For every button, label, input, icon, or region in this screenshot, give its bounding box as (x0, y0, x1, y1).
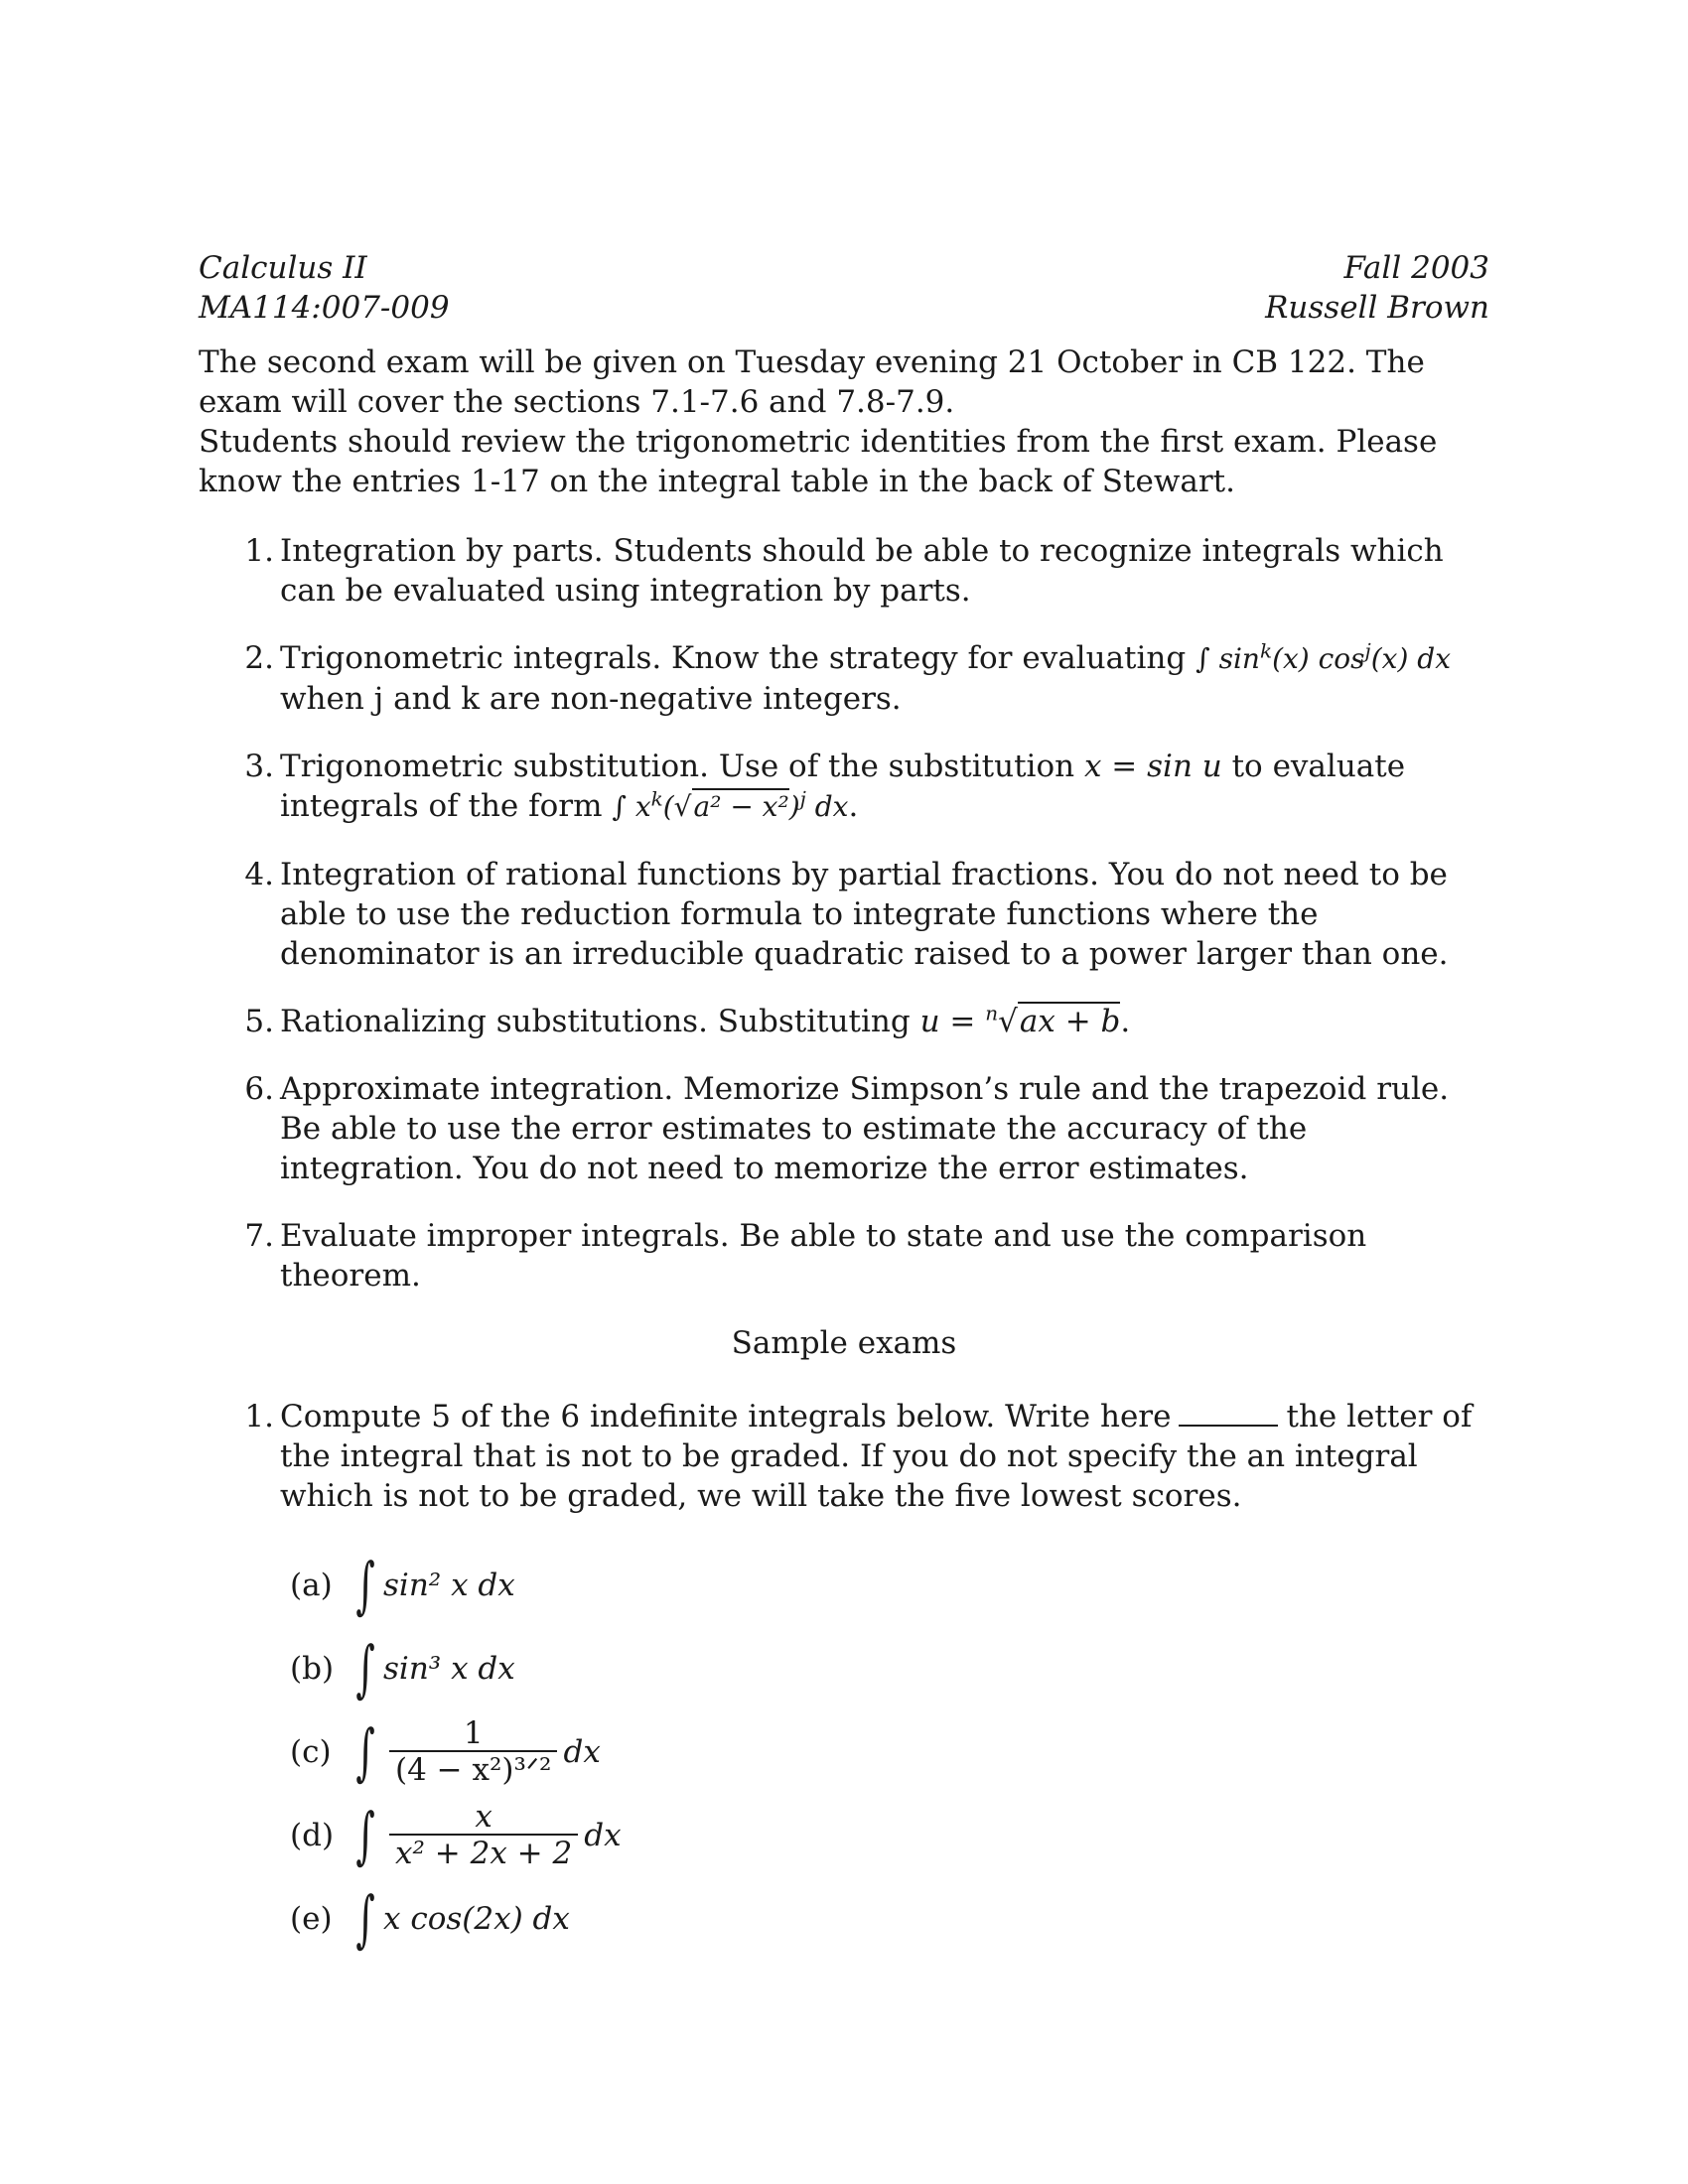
item-number: 6. (244, 1071, 274, 1107)
exam-question (199, 1397, 1489, 1516)
item-text: when j and k are non-negative integers. (280, 681, 902, 717)
list-item (199, 531, 1489, 611)
item-number: 2. (244, 640, 274, 676)
part-label: (a) (290, 1568, 333, 1603)
header (199, 248, 1489, 328)
math-expression: u = $^n$√ax + b (919, 1001, 1121, 1039)
denominator: (4 − x²)³ᐟ² (389, 1750, 557, 1788)
item-text: Rationalizing substitutions. Substituting (280, 1004, 920, 1039)
item-text: Trigonometric integrals. Know the strategy for evaluating (280, 640, 1196, 676)
integral-parts (199, 1544, 1489, 1961)
part-label: (e) (290, 1901, 333, 1937)
integral-sign-icon: ∫ (355, 1882, 375, 1955)
document-page (199, 248, 1489, 1961)
item-text: Approximate integration. Memorize Simpson’s rule and the trapezoid rule. Be able to use the error estimates to estimate the accuracy of the integration. You do not need to memorize the error estimates. (280, 1071, 1450, 1186)
fraction (389, 1800, 578, 1871)
section-heading: Sample exams (731, 1325, 957, 1361)
list-item: 5. Rationalizing substitutions. Substituting u = $^n$√ax + b. (199, 1002, 1489, 1041)
denominator: x² + 2x + 2 (389, 1834, 578, 1871)
list-item (199, 855, 1489, 974)
answer-blank[interactable] (1179, 1403, 1278, 1427)
part-label: (d) (290, 1818, 335, 1853)
question-text: Compute 5 of the 6 indefinite integrals below. Write here (280, 1399, 1172, 1434)
item-text: Integration by parts. Students should be able to recognize integrals which can be evaluated using integration by parts. (280, 533, 1444, 609)
intro-paragraph-1: The second exam will be given on Tuesday evening 21 October in CB 122. The exam will cover the sections 7.1-7.6 and 7.8-7.9. (199, 344, 1425, 420)
item-text: Trigonometric substitution. Use of the substitution (280, 749, 1084, 784)
integrand: x cos(2x) dx (383, 1901, 570, 1937)
integral-sign-icon: ∫ (355, 1715, 375, 1788)
math-expression: ∫ $x^k(√a^2 - x^2)^j$ dx (612, 786, 849, 823)
item-number: 1. (244, 533, 274, 569)
item-number: 1. (244, 1399, 274, 1434)
course-section: MA114:007-009 (199, 290, 450, 326)
intro (199, 342, 1489, 501)
list-item (199, 638, 1489, 719)
integral-part (290, 1627, 1489, 1710)
header-right (1265, 248, 1489, 328)
intro-paragraph-2: Students should review the trigonometric identities from the first exam. Please know the entries 1-17 on the integral table in the back of Stewart. (199, 424, 1438, 499)
numerator: x (475, 1799, 492, 1835)
instructor: Russell Brown (1265, 290, 1489, 326)
integrand: sin² x dx (383, 1568, 515, 1603)
exam-question-list (199, 1397, 1489, 1516)
item-text: Integration of rational functions by partial fractions. You do not need to be able to use the reduction formula to integrate functions where the denominator is an irreducible quadratic raised to a power larger than one. (280, 857, 1449, 972)
item-text: to evaluate integrals of the form (280, 749, 1406, 824)
integral-part (290, 1544, 1489, 1627)
list-item: 3. Trigonometric substitution. Use of the substitution x = sin u to evaluate integrals of the form ∫ $x^k(√a^2 - x^2)^j$ dx. (199, 747, 1489, 827)
differential: dx (563, 1734, 601, 1770)
item-number: 5. (244, 1004, 274, 1039)
term: Fall 2003 (1343, 250, 1489, 286)
integrand: sin³ x dx (383, 1651, 515, 1687)
integral-sign-icon: ∫ (355, 1799, 375, 1871)
differential: dx (584, 1818, 622, 1853)
integral-sign-icon: ∫ (355, 1632, 375, 1705)
integral-part (290, 1710, 1489, 1794)
math-expression: ∫ $\sin^k(x)$ $\cos^j(x)$ dx (1196, 638, 1451, 675)
header-left (199, 248, 450, 328)
fraction (389, 1716, 557, 1788)
item-number: 7. (244, 1218, 274, 1254)
course-title: Calculus II (199, 250, 367, 286)
item-text: Evaluate improper integrals. Be able to state and use the comparison theorem. (280, 1218, 1367, 1294)
integral-part (290, 1877, 1489, 1961)
part-label: (b) (290, 1651, 335, 1687)
item-number: 3. (244, 749, 274, 784)
numerator: 1 (463, 1715, 484, 1751)
question-text: the letter of the integral that is not to be graded. If you do not specify the an integral which is not to be graded, we will take the five lowest scores. (280, 1399, 1473, 1514)
item-number: 4. (244, 857, 274, 892)
integral-sign-icon: ∫ (355, 1549, 375, 1621)
integral-part (290, 1794, 1489, 1877)
part-label: (c) (290, 1734, 332, 1770)
list-item (199, 1216, 1489, 1296)
list-item (199, 1069, 1489, 1188)
topic-list (199, 531, 1489, 1296)
math-expression: x = sin u (1083, 749, 1222, 784)
